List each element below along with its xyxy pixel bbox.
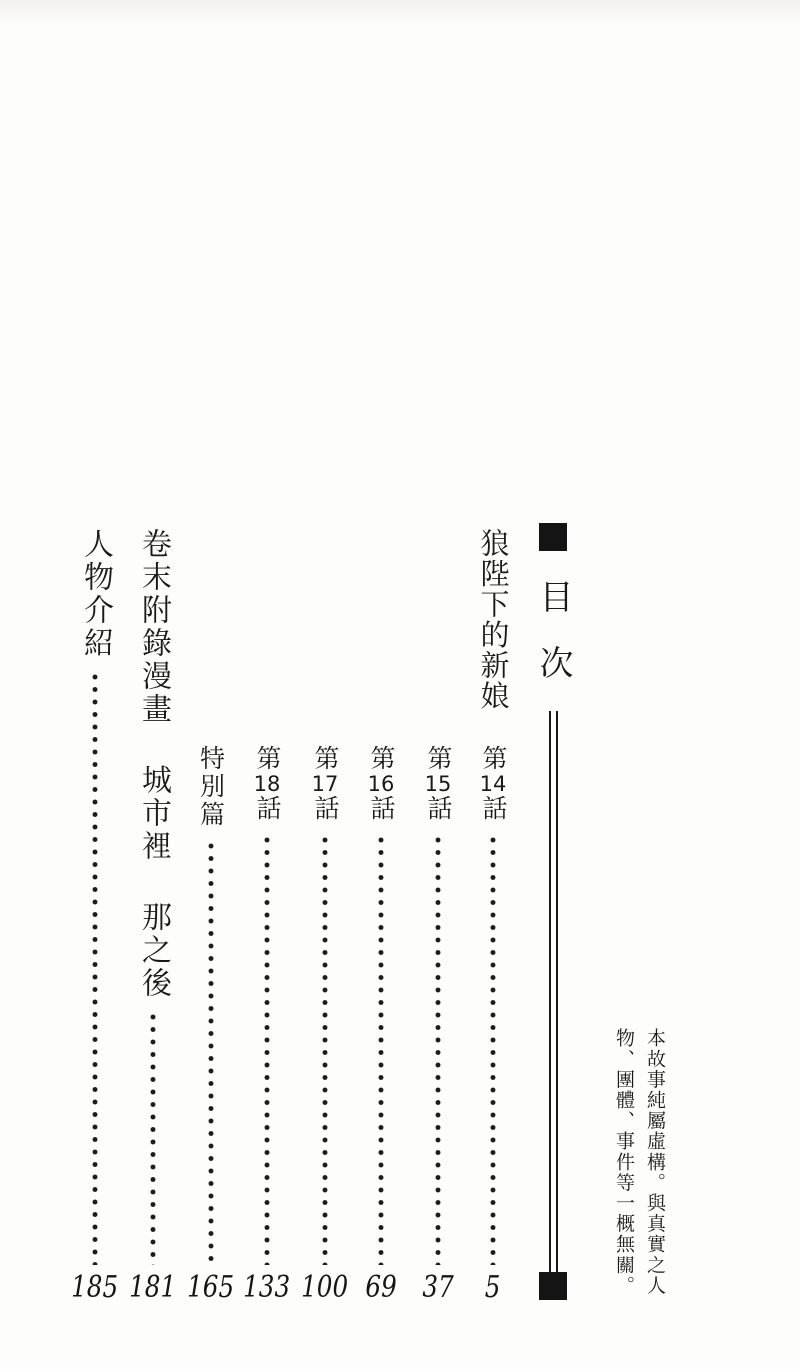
toc-entry-bonus-manga xyxy=(123,528,183,1305)
dotted-leader xyxy=(208,841,214,1265)
black-square-icon xyxy=(539,1272,567,1300)
chapter-prefix: 第 xyxy=(423,745,453,773)
chapter-suffix: 話 xyxy=(252,795,282,824)
chapter-prefix: 第 xyxy=(478,745,508,773)
dotted-leader xyxy=(378,835,384,1265)
series-title: 狼陛下的新娘 xyxy=(476,528,511,711)
dotted-leader xyxy=(92,672,98,1265)
page-title: 目次 xyxy=(533,579,573,711)
chapter-prefix: 第 xyxy=(252,745,282,773)
page-number: 5 xyxy=(485,1270,501,1305)
chapter-number: 18 xyxy=(253,772,281,796)
toc-entry-character-intro xyxy=(65,528,125,1305)
chapter-suffix: 話 xyxy=(366,795,396,824)
page-number: 100 xyxy=(301,1270,349,1305)
chapter-suffix: 話 xyxy=(310,795,340,824)
chapter-label xyxy=(425,745,452,823)
entry-label: 卷末附錄漫畫 城市裡 那之後 xyxy=(136,528,171,1000)
page-number: 165 xyxy=(187,1270,235,1305)
chapter-number: 15 xyxy=(424,772,452,796)
chapter-suffix: 話 xyxy=(423,795,453,824)
chapter-label xyxy=(254,745,281,823)
page-number: 185 xyxy=(71,1270,119,1305)
chapter-label xyxy=(480,745,507,823)
toc-entry-chapter-15 xyxy=(408,745,468,1305)
chapter-prefix: 第 xyxy=(310,745,340,773)
page-number: 181 xyxy=(129,1270,177,1305)
chapter-suffix: 話 xyxy=(478,795,508,824)
black-square-icon xyxy=(539,523,567,551)
double-rule-divider xyxy=(549,711,558,1272)
toc-entry-special xyxy=(181,745,241,1305)
disclaimer-line-1: 本故事純屬虛構。與真實之人 xyxy=(644,1028,666,1296)
page-number: 69 xyxy=(365,1270,397,1305)
chapter-label xyxy=(312,745,339,823)
chapter-number: 17 xyxy=(311,772,339,796)
dotted-leader xyxy=(150,1012,156,1265)
dotted-leader xyxy=(322,835,328,1265)
page-number: 133 xyxy=(243,1270,291,1305)
chapter-prefix: 第 xyxy=(366,745,396,773)
toc-entry-chapter-14 xyxy=(463,528,523,1305)
chapter-number: 14 xyxy=(479,772,507,796)
toc-header-column xyxy=(533,523,573,1300)
chapter-label: 特別篇 xyxy=(196,745,226,829)
toc-entry-chapter-17 xyxy=(295,745,355,1305)
dotted-leader xyxy=(264,835,270,1265)
dotted-leader xyxy=(435,835,441,1265)
chapter-number: 16 xyxy=(367,772,395,796)
page-number: 37 xyxy=(422,1270,454,1305)
toc-entry-chapter-18 xyxy=(237,745,297,1305)
entry-label: 人物介紹 xyxy=(78,528,113,660)
disclaimer-line-2: 物、團體、事件等一概無關。 xyxy=(613,1028,635,1296)
chapter-label xyxy=(368,745,395,823)
toc-entry-chapter-16 xyxy=(351,745,411,1305)
dotted-leader xyxy=(490,835,496,1265)
